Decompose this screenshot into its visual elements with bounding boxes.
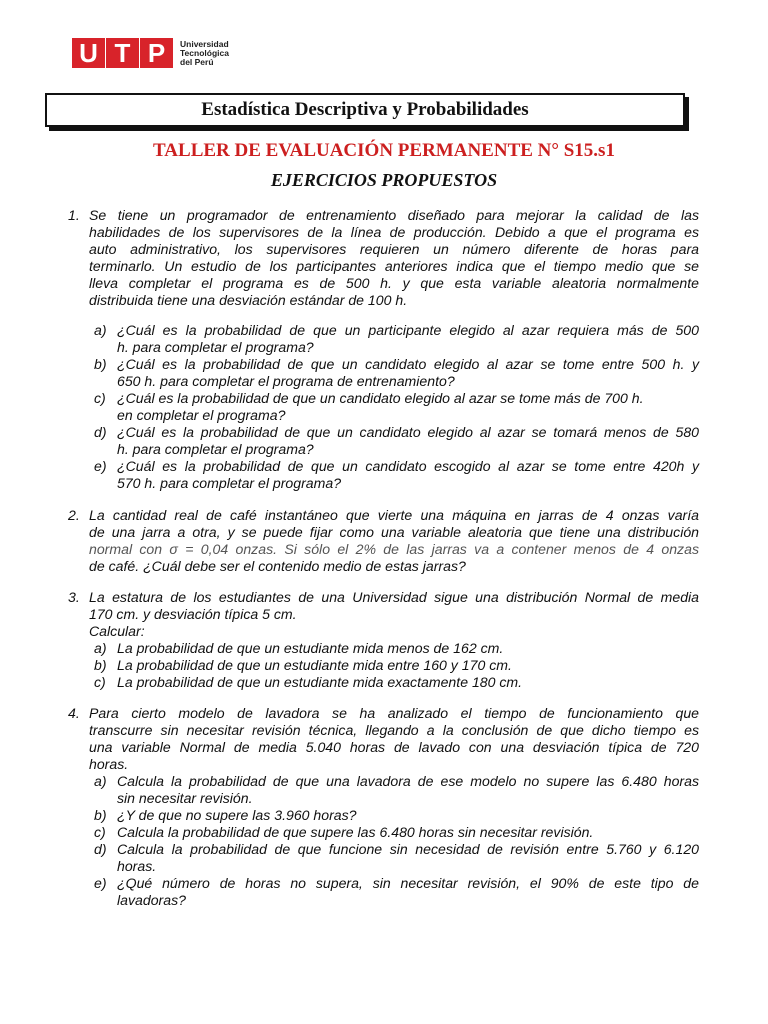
exercise-text-line: una variable Normal de media 5.040 horas de lavado con una desviación típica de 720 (89, 739, 699, 755)
question-item (89, 773, 699, 807)
question-text-line: 570 h. para completar el programa? (117, 475, 342, 491)
question-text-line: h. para completar el programa? (117, 441, 314, 457)
question-label: c) (94, 824, 106, 840)
document-title: TALLER DE EVALUACIÓN PERMANENTE N° S15.s1 (153, 140, 615, 161)
exercise-text-line: La cantidad real de café instantáneo que vierte una máquina en jarras de 4 onzas varía (89, 507, 699, 523)
question-item (89, 356, 699, 390)
logo-name-line: Tecnológica (180, 47, 229, 58)
question-text-line: ¿Cuál es la probabilidad de que un candidato escogido al azar se tome entre 420h y (117, 458, 699, 474)
question-item (89, 390, 699, 424)
exercise-text-line: horas. (89, 756, 129, 772)
question-item (89, 841, 699, 875)
exercise-3 (68, 589, 699, 691)
question-text-line: ¿Cuál es la probabilidad de que un candidato elegido al azar se tomará menos de 580 (117, 424, 699, 440)
question-label: c) (94, 390, 106, 406)
logo-university-name (180, 40, 229, 67)
logo-letter-p: P (140, 38, 173, 68)
logo-name-line: del Perú (180, 56, 214, 67)
question-text-line: La probabilidad de que un estudiante mida menos de 162 cm. (117, 640, 504, 656)
course-header (45, 93, 685, 127)
question-text-line: 650 h. para completar el programa de entrenamiento? (117, 373, 455, 389)
question-text-line: La probabilidad de que un estudiante mida exactamente 180 cm. (117, 674, 523, 690)
question-item (89, 458, 699, 492)
exercise-number: 2. (68, 507, 80, 523)
question-text-line: La probabilidad de que un estudiante mida entre 160 y 170 cm. (117, 657, 512, 673)
exercise-text-line: transcurre sin necesitar revisión técnica, llegando a la conclusión de que dicho tiempo es (89, 722, 699, 738)
exercise-1-questions (68, 322, 699, 492)
logo-letter-u: U (72, 38, 105, 68)
exercise-number: 1. (68, 207, 80, 223)
question-label: c) (94, 674, 106, 690)
question-item (89, 824, 699, 841)
question-label: e) (94, 875, 107, 891)
exercise-text-line: 170 cm. y desviación típica 5 cm. (89, 606, 297, 622)
exercise-number: 4. (68, 705, 80, 721)
exercise-text-line: de café. ¿Cuál debe ser el contenido medio de estas jarras? (89, 558, 466, 574)
question-item (89, 674, 699, 691)
question-text-line: Calcula la probabilidad de que funcione sin necesidad de revisión entre 5.760 y 6.120 (117, 841, 699, 857)
logo-name-line: Universidad (180, 38, 229, 49)
question-item (89, 424, 699, 458)
question-label: d) (94, 424, 107, 440)
exercise-text-line: normal con σ = 0,04 onzas. Si sólo el 2% de las jarras va a contener menos de 4 onzas (89, 541, 699, 557)
question-item (89, 640, 699, 657)
question-text-line: Calcula la probabilidad de que una lavadora de ese modelo no supere las 6.480 horas (117, 773, 699, 789)
question-text-line: ¿Cuál es la probabilidad de que un participante elegido al azar requiera más de 500 (117, 322, 699, 338)
question-label: b) (94, 807, 107, 823)
question-text-line: lavadoras? (117, 892, 186, 908)
exercise-text-line: auto administrativo, los supervisores requieren un número diferente de horas para (89, 241, 699, 257)
question-text-line: ¿Qué número de horas no supera, sin necesitar revisión, el 90% de este tipo de (117, 875, 699, 891)
exercise-text-line: lleva completar el programa es de 500 h. y que esta variable aleatoria normalmente (89, 275, 699, 291)
question-text-line: ¿Cuál es la probabilidad de que un candidato elegido al azar se tome entre 500 h. y (117, 356, 699, 372)
course-title: Estadística Descriptiva y Probabilidades (201, 99, 529, 120)
exercise-text-line: Calcular: (89, 623, 145, 639)
exercise-text-line: terminarlo. Un estudio de los participantes anteriores indica que el tiempo medio que se (89, 258, 699, 274)
question-label: a) (94, 322, 107, 338)
question-item (89, 875, 699, 909)
exercise-text-line: habilidades de los supervisores de la línea de producción. Debido a que el programa es (89, 224, 699, 240)
exercise-text-line: de una jarra a otra, y se puede fijar como una variable aleatoria que tiene una distribución (89, 524, 699, 540)
exercise-4 (68, 705, 699, 909)
question-text-line: en completar el programa? (117, 407, 286, 423)
exercise-text-line: Se tiene un programador de entrenamiento diseñado para mejorar la calidad de las (89, 207, 699, 223)
logo-letter-t: T (106, 38, 139, 68)
question-text-line: sin necesitar revisión. (117, 790, 253, 806)
exercise-text-line: Para cierto modelo de lavadora se ha analizado el tiempo de funcionamiento que (89, 705, 699, 721)
question-text-line: ¿Y de que no supere las 3.960 horas? (117, 807, 357, 823)
question-item (89, 807, 699, 824)
question-text-line: ¿Cuál es la probabilidad de que un candidato elegido al azar se tome más de 700 h. (117, 390, 644, 406)
exercise-text-line: distribuida tiene una desviación estándar de 100 h. (89, 292, 408, 308)
exercise-3-questions (68, 640, 699, 691)
document-subtitle: EJERCICIOS PROPUESTOS (270, 170, 498, 190)
question-item (89, 657, 699, 674)
question-label: e) (94, 458, 107, 474)
question-label: a) (94, 640, 107, 656)
question-text-line: h. para completar el programa? (117, 339, 314, 355)
exercise-number: 3. (68, 589, 80, 605)
question-text-line: horas. (117, 858, 157, 874)
exercise-2 (68, 507, 699, 575)
question-label: a) (94, 773, 107, 789)
utp-logo (72, 38, 229, 68)
question-item (89, 322, 699, 356)
exercise-4-questions (68, 773, 699, 909)
exercise-1 (68, 207, 699, 309)
question-label: b) (94, 356, 107, 372)
exercise-text-line: La estatura de los estudiantes de una Universidad sigue una distribución Normal de media (89, 589, 699, 605)
question-label: d) (94, 841, 107, 857)
question-label: b) (94, 657, 107, 673)
question-text-line: Calcula la probabilidad de que supere las 6.480 horas sin necesitar revisión. (117, 824, 594, 840)
